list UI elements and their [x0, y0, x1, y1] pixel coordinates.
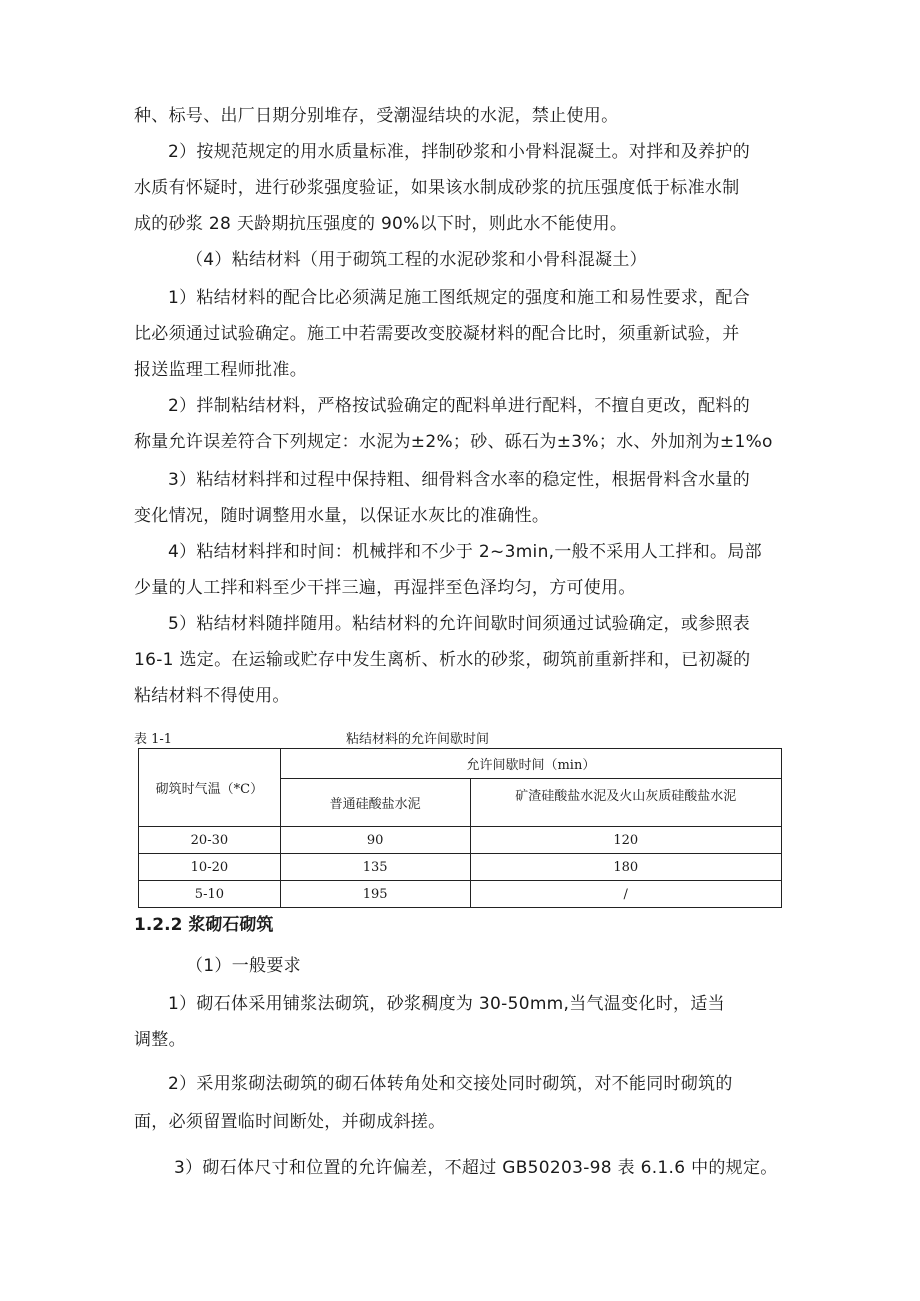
table-header-row [139, 749, 782, 779]
paragraph-line: 2）按规范规定的用水质量标准，拌制砂浆和小骨料混凝土。对拌和及养护的 [168, 142, 751, 162]
table-row [139, 881, 782, 908]
paragraph-line: 种、标号、出厂日期分别堆存，受潮湿结块的水泥，禁止使用。 [134, 106, 619, 126]
paragraph-line: 比必须通过试验确定。施工中若需要改变胶凝材料的配合比时，须重新试验，并 [134, 324, 740, 344]
table-row [139, 854, 782, 881]
paragraph-line: 5）粘结材料随拌随用。粘结材料的允许间歇时间须通过试验确定，或参照表 [168, 614, 751, 634]
paragraph-line: 2）采用浆砌法砌筑的砌石体转角处和交接处同时砌筑，对不能同时砌筑的 [168, 1074, 733, 1094]
paragraph-line: 变化情况，随时调整用水量，以保证水灰比的准确性。 [134, 506, 550, 526]
paragraph-line: 面，必须留置临时间断处，并砌成斜搓。 [134, 1112, 446, 1132]
cell-slag: / [470, 881, 782, 908]
header-ordinary-cement: 普通硅酸盐水泥 [280, 779, 470, 827]
paragraph-line: 调整。 [134, 1030, 186, 1050]
paragraph-line: 称量允许误差符合下列规定：水泥为±2%；砂、砾石为±3%；水、外加剂为±1%o [134, 432, 773, 452]
paragraph-line: 报送监理工程师批准。 [134, 360, 307, 380]
paragraph-line: 成的砂浆 28 天龄期抗压强度的 90%以下时，则此水不能使用。 [134, 214, 628, 234]
interval-table [138, 748, 782, 908]
paragraph-line: 粘结材料不得使用。 [134, 686, 290, 706]
section-heading: 1.2.2 浆砌石砌筑 [134, 915, 274, 935]
subsection-title: （1）一般要求 [186, 956, 301, 976]
paragraph-line: 4）粘结材料拌和时间：机械拌和不少于 2~3min,一般不采用人工拌和。局部 [168, 542, 762, 562]
paragraph-line: 1）粘结材料的配合比必须满足施工图纸规定的强度和施工和易性要求，配合 [168, 288, 751, 308]
cell-slag: 120 [470, 827, 782, 854]
header-slag-cement: 矿渣硅酸盐水泥及火山灰质硅酸盐水泥 [470, 779, 782, 827]
cell-ordinary: 135 [280, 854, 470, 881]
header-interval-group: 允许间歇时间（min） [280, 749, 781, 779]
paragraph-line: 1）砌石体采用铺浆法砌筑，砂浆稠度为 30-50mm,当气温变化时，适当 [168, 994, 725, 1014]
cell-ordinary: 90 [280, 827, 470, 854]
paragraph-line: 少量的人工拌和料至少干拌三遍，再湿拌至色泽均匀，方可使用。 [134, 578, 636, 598]
cell-ordinary: 195 [280, 881, 470, 908]
paragraph-line: 水质有怀疑时，进行砂浆强度验证，如果该水制成砂浆的抗压强度低于标准水制 [134, 178, 740, 198]
paragraph-line: 2）拌制粘结材料，严格按试验确定的配料单进行配料，不擅自更改，配料的 [168, 396, 751, 416]
paragraph-line: 3）粘结材料拌和过程中保持粗、细骨料含水率的稳定性，根据骨料含水量的 [168, 470, 751, 490]
cell-temperature: 10-20 [139, 854, 281, 881]
cell-temperature: 5-10 [139, 881, 281, 908]
header-temperature: 砌筑时气温（*C） [139, 749, 281, 827]
table-title: 粘结材料的允许间歇时间 [346, 732, 490, 747]
table-label: 表 1-1 [134, 732, 173, 747]
paragraph-line: 3）砌石体尺寸和位置的允许偏差，不超过 GB50203-98 表 6.1.6 中的规定。 [174, 1158, 778, 1178]
cell-temperature: 20-30 [139, 827, 281, 854]
cell-slag: 180 [470, 854, 782, 881]
paragraph-line: 16-1 选定。在运输或贮存中发生离析、析水的砂浆，砌筑前重新拌和，已初凝的 [134, 650, 751, 670]
table-row [139, 827, 782, 854]
subsection-title: （4）粘结材料（用于砌筑工程的水泥砂浆和小骨科混凝土） [186, 250, 647, 270]
